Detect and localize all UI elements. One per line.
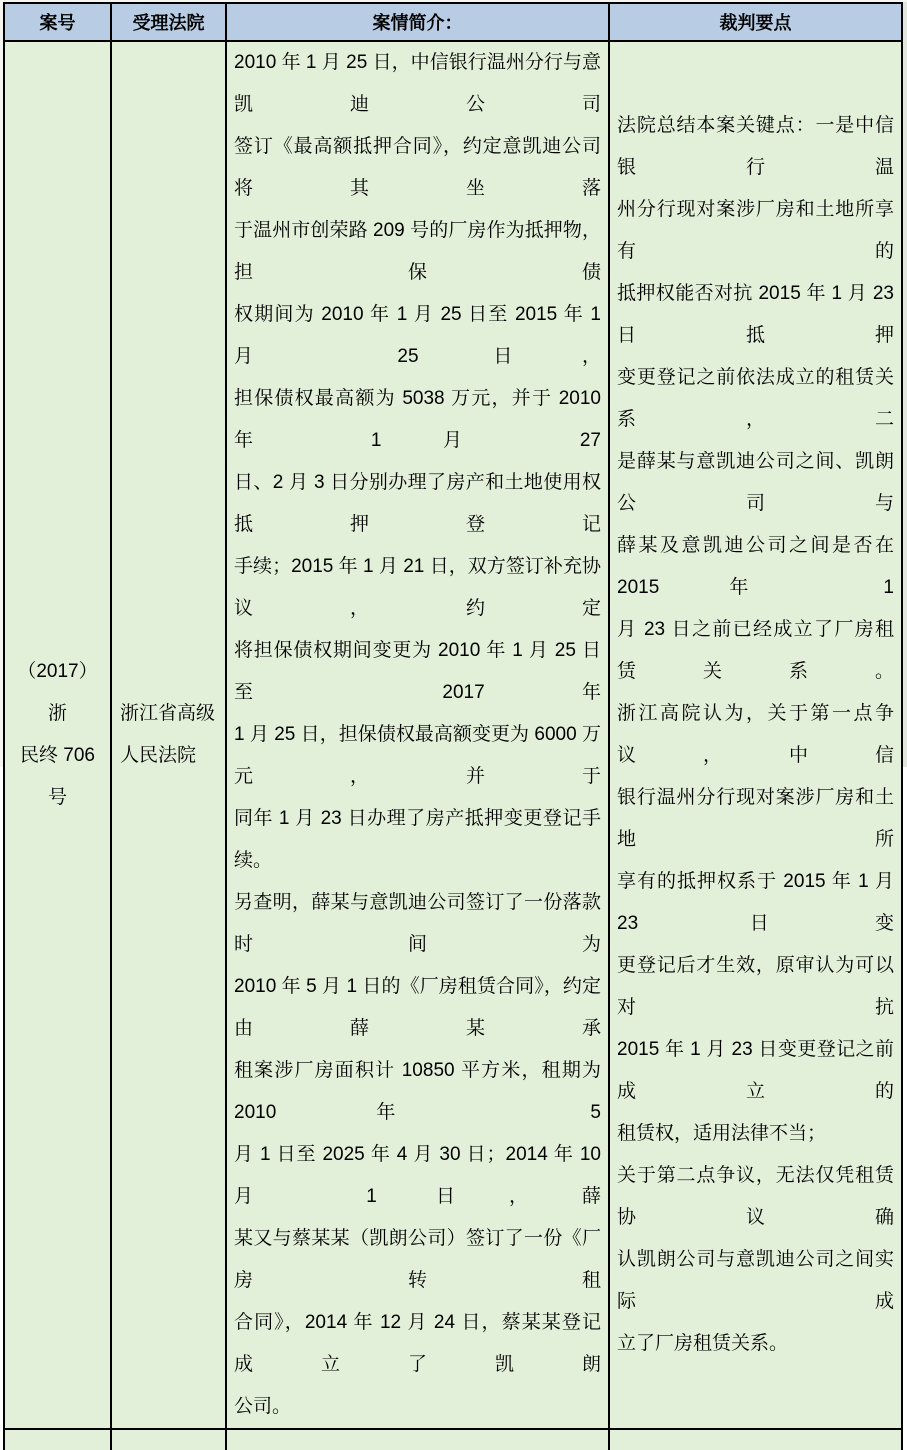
next-row-cell xyxy=(609,1429,902,1450)
text-line: 民终 706 号 xyxy=(20,745,95,808)
text-line: 薛某及意凯迪公司之间是否在 2015 年 1 xyxy=(617,535,894,598)
text-line: 抵押权能否对抗 2015 年 1 月 23 日抵押 xyxy=(617,283,894,346)
text-line: 担保债权最高额为 5038 万元，并于 2010 年 1 月 27 xyxy=(234,388,601,451)
cell-case-summary xyxy=(226,41,609,1429)
text-line: 另查明，薛某与意凯迪公司签订了一份落款时间为 xyxy=(234,892,601,955)
table-header-row xyxy=(4,3,902,41)
text-line: 合同》，2014 年 12 月 24 日，蔡某某登记成立了凯朗 xyxy=(234,1312,601,1375)
text-line: 租赁权，适用法律不当； xyxy=(617,1123,827,1144)
text-line: 同年 1 月 23 日办理了房产抵押变更登记手续。 xyxy=(234,808,601,871)
text-line: 银行温州分行现对案涉厂房和土地所 xyxy=(617,787,894,850)
text-line: 立了厂房租赁关系。 xyxy=(617,1333,789,1354)
cell-court xyxy=(111,41,226,1429)
next-row-cell xyxy=(4,1429,111,1450)
judgment-points-text xyxy=(617,105,894,1365)
text-line: 关于第二点争议，无法仅凭租赁协议确 xyxy=(617,1165,894,1228)
text-line: 认凯朗公司与意凯迪公司之间实际成 xyxy=(617,1249,894,1312)
text-line: 人民法院 xyxy=(120,745,197,766)
text-line: （2017）浙 xyxy=(17,661,98,724)
next-row-cell xyxy=(111,1429,226,1450)
text-line: 租案涉厂房面积计 10850 平方米，租期为 2010 年 5 xyxy=(234,1060,601,1123)
case-table xyxy=(3,2,903,1450)
text-line: 权期间为 2010 年 1 月 25 日至 2015 年 1 月 25 日， xyxy=(234,304,601,367)
text-line: 月 23 日之前已经成立了厂房租赁关系。 xyxy=(617,619,894,682)
text-line: 手续；2015 年 1 月 21 日，双方签订补充协议，约定 xyxy=(234,556,601,619)
text-line: 1 月 25 日，担保债权最高额变更为 6000 万元，并于 xyxy=(234,724,601,787)
text-line: 变更登记之前依法成立的租赁关系，二 xyxy=(617,367,894,430)
cell-judgment-points xyxy=(609,41,902,1429)
next-row-partial xyxy=(4,1429,902,1450)
text-line: 于温州市创荣路 209 号的厂房作为抵押物，担保债 xyxy=(234,220,601,283)
case-number-text xyxy=(12,651,103,819)
text-line: 浙江高院认为，关于第一点争议，中信 xyxy=(617,703,894,766)
text-line: 州分行现对案涉厂房和土地所享有的 xyxy=(617,199,894,262)
text-line: 公司。 xyxy=(234,1396,292,1417)
text-line: 签订《最高额抵押合同》，约定意凯迪公司将其坐落 xyxy=(234,136,601,199)
text-line: 2015 年 1 月 23 日变更登记之前成立的 xyxy=(617,1039,894,1102)
text-line: 更登记后才生效，原审认为可以对抗 xyxy=(617,955,894,1018)
cell-case-number xyxy=(4,41,111,1429)
case-row xyxy=(4,41,902,1429)
text-line: 是薛某与意凯迪公司之间、凯朗公司与 xyxy=(617,451,894,514)
text-line: 2010 年 5 月 1 日的《厂房租赁合同》，约定由薛某承 xyxy=(234,976,601,1039)
text-line: 法院总结本案关键点：一是中信银行温 xyxy=(617,115,894,178)
text-line: 享有的抵押权系于 2015 年 1 月 23 日变 xyxy=(617,871,894,934)
court-text xyxy=(119,693,218,777)
text-line: 2010 年 1 月 25 日，中信银行温州分行与意凯迪公司 xyxy=(234,52,601,115)
next-row-cell xyxy=(226,1429,609,1450)
text-line: 将担保债权期间变更为 2010 年 1 月 25 日至 2017 年 xyxy=(234,640,601,703)
case-summary-text xyxy=(234,42,601,1428)
text-line: 月 1 日至 2025 年 4 月 30 日；2014 年 10 月 1 日，薛 xyxy=(234,1144,601,1207)
header-judgment-points: 裁判要点 xyxy=(609,3,902,41)
text-line: 浙江省高级 xyxy=(120,703,216,724)
header-court: 受理法院 xyxy=(111,3,226,41)
text-line: 日、2 月 3 日分别办理了房产和土地使用权抵押登记 xyxy=(234,472,601,535)
header-case-summary: 案情简介： xyxy=(226,3,609,41)
text-line: 某又与蔡某某（凯朗公司）签订了一份《厂房转租 xyxy=(234,1228,601,1291)
header-case-number: 案号 xyxy=(4,3,111,41)
